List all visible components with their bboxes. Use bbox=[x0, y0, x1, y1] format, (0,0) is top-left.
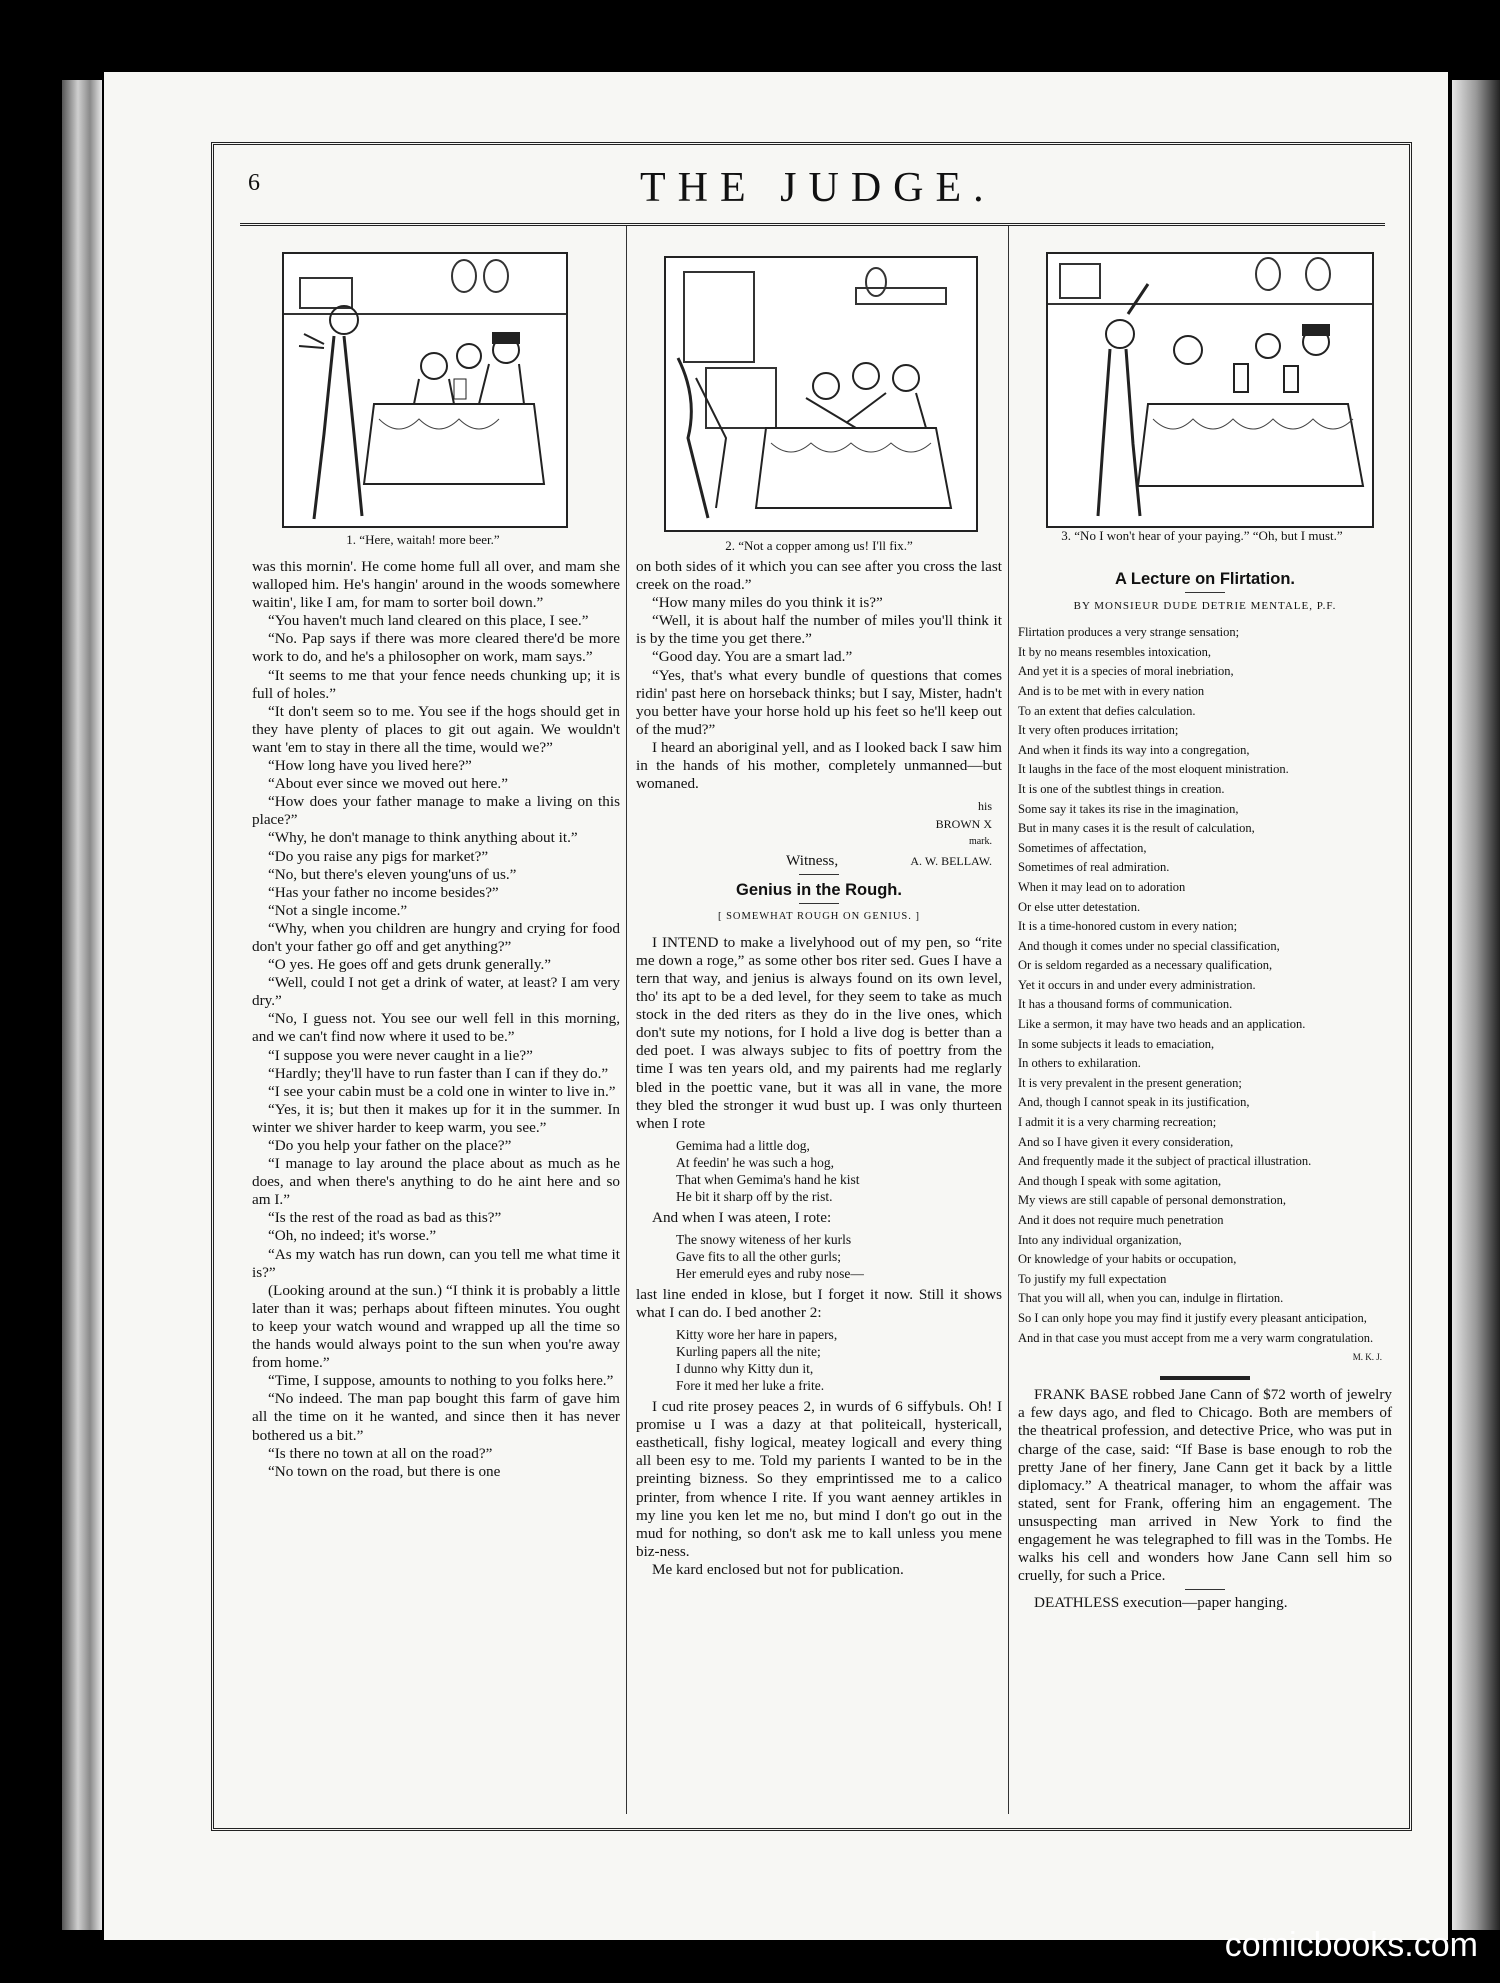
dialogue-paragraph: on both sides of it which you can see after you cross the last creek on the road.” bbox=[636, 558, 1002, 594]
verse-kitty bbox=[676, 1326, 1002, 1394]
genius-subtitle: [ SOMEWHAT ROUGH ON GENIUS. ] bbox=[717, 910, 921, 922]
cartoon-1-illustration bbox=[284, 254, 566, 526]
dialogue-paragraph: “Time, I suppose, amounts to nothing to you folks here.” bbox=[268, 1372, 614, 1390]
column-3-text bbox=[1018, 570, 1392, 1612]
verse-gemima bbox=[676, 1137, 1002, 1205]
dialogue-paragraph: “Why, when you children are hungry and crying for food don't your father go off and get anything?” bbox=[252, 919, 620, 955]
dialogue-paragraph: “I see your cabin must be a cold one in winter to live in.” bbox=[268, 1082, 616, 1100]
lecture-line: I admit it is a very charming recreation; bbox=[1018, 1115, 1217, 1130]
lecture-line: But in many cases it is the result of calculation, bbox=[1018, 821, 1255, 836]
verse-line: He bit it sharp off by the rist. bbox=[676, 1188, 833, 1204]
lecture-line: Like a sermon, it may have two heads and an application. bbox=[1018, 1017, 1306, 1032]
witness-line bbox=[636, 852, 1002, 870]
dialogue-paragraph: “Good day. You are a smart lad.” bbox=[652, 648, 853, 666]
lecture-title: A Lecture on Flirtation. bbox=[1115, 570, 1295, 588]
dialogue-paragraph: I heard an aboriginal yell, and as I looked back I saw him in the hands of his mother, completely unmanned—but womaned. bbox=[636, 738, 1002, 793]
thick-rule bbox=[1160, 1376, 1250, 1380]
lecture-title-rule bbox=[1185, 592, 1225, 593]
lecture-line: Or is seldom regarded as a necessary qualification, bbox=[1018, 958, 1273, 973]
lecture-line: And though it comes under no special classification, bbox=[1018, 938, 1280, 953]
column-divider-1 bbox=[626, 226, 627, 1814]
dialogue-paragraph: “I manage to lay around the place about as much as he does, and when there's anything to do he aint here and so am I.” bbox=[252, 1155, 620, 1209]
verse-line: The snowy witeness of her kurls bbox=[676, 1231, 852, 1247]
dialogue-paragraph: “Well, it is about half the number of miles you'll think it is by the time you get there.” bbox=[636, 612, 1002, 648]
lecture-line: It is one of the subtlest things in creation. bbox=[1018, 781, 1225, 796]
verse-line: Kurling papers all the nite; bbox=[676, 1344, 821, 1360]
column-divider-2 bbox=[1008, 226, 1009, 1814]
lecture-line: To justify my full expectation bbox=[1018, 1271, 1167, 1286]
lecture-line: My views are still capable of personal demonstration, bbox=[1018, 1193, 1286, 1208]
lecture-line: So I can only hope you may find it justify every pleasant anticipation, bbox=[1018, 1310, 1367, 1325]
verse-kurls bbox=[676, 1231, 1002, 1282]
dialogue-paragraph: “Yes, it is; but then it makes up for it in the summer. In winter we shiver harder to keep warm, you see.” bbox=[252, 1100, 620, 1136]
verse-line: Her emeruld eyes and ruby nose— bbox=[676, 1265, 864, 1281]
column-1-text bbox=[252, 558, 620, 1481]
lecture-line: And, though I cannot speak in its justification, bbox=[1018, 1095, 1250, 1110]
dialogue-paragraph: “Why, he don't manage to think anything about it.” bbox=[268, 829, 578, 847]
lecture-line: It is a time-honored custom in every nation; bbox=[1018, 919, 1238, 934]
lecture-line: And yet it is a species of moral inebriation, bbox=[1018, 664, 1234, 679]
dialogue-paragraph: “It don't seem so to me. You see if the hogs should get in they have plenty of places to git out again. We wouldn't want 'em to stay in there all the time, would we?” bbox=[252, 702, 620, 756]
lecture-line: Sometimes of real admiration. bbox=[1018, 860, 1170, 875]
lecture-line: And when it finds its way into a congregation, bbox=[1018, 742, 1250, 757]
dialogue-paragraph: “No town on the road, but there is one bbox=[268, 1462, 501, 1480]
lecture-line: Some say it takes its rise in the imagination, bbox=[1018, 801, 1239, 816]
lecture-line: And is to be met with in every nation bbox=[1018, 683, 1205, 698]
cartoon-panel-1 bbox=[282, 252, 568, 528]
lecture-line: It by no means resembles intoxication, bbox=[1018, 644, 1212, 659]
dialogue-paragraph: “No. Pap says if there was more cleared there'd be more work to do, and he's a philosopher on work, mam says.” bbox=[252, 630, 620, 666]
lecture-line: It very often produces irritation; bbox=[1018, 723, 1179, 738]
dialogue-paragraph: “It seems to me that your fence needs chunking up; it is full of holes.” bbox=[252, 666, 620, 702]
lecture-line: And though I speak with some agitation, bbox=[1018, 1173, 1222, 1188]
title-rule bbox=[799, 903, 839, 904]
section-rule bbox=[799, 874, 839, 875]
genius-paragraph-1: I INTEND to make a livelyhood out of my pen, so “rite me down a roge,” as some other bos riter sed. Gues I have a tern that way, and jenius is always found on its own level, tho' its apt to be a ded level, for they seem to take as much stock in the ded riters as they do in the live ones, which don't sute my notions, for I hold a live dog is better than a ded poet. I was always subjec to fits of poettry from the time I was ten years old, and my pairents had me reglarly bled in the poettic vane, but it was all in vane, the more they bled the stronger it wud bust up. I was only thurteen when I rote bbox=[636, 933, 1002, 1132]
lecture-line: Or knowledge of your habits or occupation, bbox=[1018, 1252, 1237, 1267]
cartoon-caption-3: 3. “No I won't hear of your paying.” “Oh, but I must.” bbox=[1061, 528, 1343, 543]
lecture-line: It laughs in the face of the most eloquent ministration. bbox=[1018, 762, 1289, 777]
dialogue-paragraph: “Hardly; they'll have to run faster than I can if they do.” bbox=[268, 1064, 609, 1082]
dialogue-paragraph: (Looking around at the sun.) “I think it is probably a little later than it was; perhaps about fifteen minutes. You ought to keep your watch wound and wrapped up all the time so the hands would always point to the sun when you're away from home.” bbox=[252, 1281, 620, 1372]
cartoon-caption-2: 2. “Not a copper among us! I'll fix.” bbox=[725, 538, 913, 553]
genius-closing: Me kard enclosed but not for publication. bbox=[652, 1560, 904, 1578]
dialogue-paragraph: “Has your father no income besides?” bbox=[268, 883, 499, 901]
dialogue-paragraph: “How does your father manage to make a living on this place?” bbox=[252, 793, 620, 829]
cartoon-3-illustration bbox=[1048, 254, 1372, 526]
dialogue-paragraph: “Oh, no indeed; it's worse.” bbox=[268, 1227, 437, 1245]
lecture-line: And in that case you must accept from me a very warm congratulation. bbox=[1018, 1330, 1374, 1345]
dialogue-paragraph: “I suppose you were never caught in a lie?” bbox=[268, 1046, 533, 1064]
dialogue-paragraph: “Not a single income.” bbox=[268, 901, 408, 919]
lecture-byline: BY MONSIEUR DUDE DETRIE MENTALE, P.F. bbox=[1073, 600, 1337, 613]
dialogue-paragraph: “Is there no town at all on the road?” bbox=[268, 1444, 493, 1462]
signature-mark: mark. bbox=[968, 836, 992, 848]
dialogue-paragraph: “How long have you lived here?” bbox=[268, 757, 472, 775]
verse-line: Gave fits to all the other gurls; bbox=[676, 1248, 841, 1264]
dialogue-paragraph: “Well, could I not get a drink of water, at least? I am very dry.” bbox=[252, 974, 620, 1010]
dialogue-paragraph: “Is the rest of the road as bad as this?” bbox=[268, 1209, 502, 1227]
genius-paragraph-2: I cud rite prosey peaces 2, in wurds of 6 siffybuls. Oh! I promise u I was a dazy at that politeicall, hystericall, eastheticall, fishy logical, meatey logicall and every thing all been esy to me. Told my parients I wanted to be in the preinting bizness. So they emprintissed me to a calico printer, from whence I rite. If you want aenney artikles in my line you ken let me no, but mind I don't go out in the mud for nothing, so don't ask me to kall unless you mene biz-ness. bbox=[636, 1398, 1002, 1560]
witness-label: Witness, bbox=[786, 851, 839, 869]
dialogue-paragraph: “As my watch has run down, can you tell me what time it is?” bbox=[252, 1245, 620, 1281]
lecture-line: Flirtation produces a very strange sensation; bbox=[1018, 625, 1240, 640]
lecture-line: And it does not require much penetration bbox=[1018, 1213, 1224, 1227]
dialogue-paragraph: was this mornin'. He come home full all over, and mam she walloped him. He's hangin' around in the woods somewhere waitin', like I am, for mam to sorter boil down.” bbox=[252, 558, 620, 612]
lecture-line: That you will all, when you can, indulge in flirtation. bbox=[1018, 1291, 1284, 1306]
verse-line: That when Gemima's hand he kist bbox=[676, 1171, 860, 1187]
lecture-line: Sometimes of affectation, bbox=[1018, 840, 1147, 855]
dialogue-paragraph: “Do you raise any pigs for market?” bbox=[268, 847, 489, 865]
lecture-line: Or else utter detestation. bbox=[1018, 899, 1141, 914]
dialogue-paragraph: “You haven't much land cleared on this place, I see.” bbox=[268, 612, 589, 630]
lecture-lines bbox=[1018, 623, 1392, 1348]
cartoon-2-illustration bbox=[666, 258, 976, 530]
next-page-edge bbox=[1452, 80, 1500, 1930]
book-spine bbox=[62, 80, 102, 1930]
signature-his: his bbox=[977, 799, 992, 814]
genius-between-1: And when I was ateen, I rote: bbox=[652, 1208, 832, 1226]
short-rule-bottom bbox=[1185, 1589, 1225, 1590]
lecture-line: Into any individual organization, bbox=[1018, 1232, 1182, 1247]
verse-line: Fore it med her luke a frite. bbox=[676, 1378, 825, 1394]
lecture-line: To an extent that defies calculation. bbox=[1018, 703, 1196, 718]
lecture-line: It has a thousand forms of communication. bbox=[1018, 997, 1233, 1012]
dialogue-paragraph: “No indeed. The man pap bought this farm of gave him all the time on it he wanted, and since then it has never bothered us a bit.” bbox=[252, 1390, 620, 1444]
lecture-line: And frequently made it the subject of practical illustration. bbox=[1018, 1154, 1312, 1169]
lecture-initials: M. K. J. bbox=[1352, 1352, 1382, 1363]
witness-name: A. W. BELLAW. bbox=[910, 853, 992, 868]
cartoon-panel-3 bbox=[1046, 252, 1374, 528]
lecture-line: In some subjects it leads to emaciation, bbox=[1018, 1036, 1215, 1051]
dialogue-paragraph: “About ever since we moved out here.” bbox=[268, 775, 508, 793]
dialogue-paragraph: “No, I guess not. You see our well fell in this morning, and we can't find now where it used to be.” bbox=[252, 1010, 620, 1046]
lecture-line: And so I have given it every consideration, bbox=[1018, 1134, 1234, 1149]
verse-line: I dunno why Kitty dun it, bbox=[676, 1361, 814, 1377]
genius-title: Genius in the Rough. bbox=[736, 880, 902, 899]
lecture-line: It is very prevalent in the present generation; bbox=[1018, 1075, 1242, 1090]
header-rule bbox=[240, 223, 1385, 226]
cartoon-panel-2 bbox=[664, 256, 978, 532]
verse-line: Kitty wore her hare in papers, bbox=[676, 1327, 838, 1343]
interview-ending bbox=[636, 558, 1002, 793]
dialogue-paragraph: “O yes. He goes off and gets drunk generally.” bbox=[268, 956, 551, 974]
column-2-text bbox=[636, 558, 1002, 1579]
page-number: 6 bbox=[248, 170, 260, 196]
dialogue-paragraph: “How many miles do you think it is?” bbox=[652, 594, 883, 612]
watermark-text: comicbooks.com bbox=[1224, 1926, 1478, 1964]
signature-name: BROWN X bbox=[935, 817, 992, 832]
frank-base-paragraph: FRANK BASE robbed Jane Cann of $72 worth of jewelry a few days ago, and fled to Chicago. Both are members of the theatrical profession, and detective Price, who was put in charge of the case, said: “If Base is base enough to rob the pretty Jane of her finery, Jane Cann get it back by a little diplomacy.” A theatrical manager, to whom the affair was stated, sent for Frank, offering him an engagement. The unsuspecting man arrived in New York to find the engagement he was telegraphed to fill was in the Tombs. He walks his cell and wonders how Jane Cann sell him so cruelly, for such a Price. bbox=[1018, 1386, 1392, 1585]
verse-line: Gemima had a little dog, bbox=[676, 1137, 810, 1153]
dialogue-paragraph: “Yes, that's what every bundle of questions that comes ridin' past here on horseback thinks; but I say, Mister, hadn't you better have your horse hold up his feet so he'll keep out of the mud?” bbox=[636, 666, 1002, 738]
genius-between-2: last line ended in klose, but I forget it now. Still it shows what I can do. I bed another 2: bbox=[636, 1285, 1002, 1321]
masthead-title: THE JUDGE. bbox=[640, 165, 996, 211]
cartoon-caption-1: 1. “Here, waitah! more beer.” bbox=[346, 532, 500, 547]
dialogue-paragraph: “Do you help your father on the place?” bbox=[268, 1137, 512, 1154]
verse-line: At feedin' he was such a hog, bbox=[676, 1154, 835, 1170]
lecture-line: Yet it occurs in and under every administration. bbox=[1018, 977, 1256, 992]
lecture-line: When it may lead on to adoration bbox=[1018, 879, 1186, 894]
deathless-line: DEATHLESS execution—paper hanging. bbox=[1034, 1594, 1288, 1612]
dialogue-paragraph: “No, but there's eleven young'uns of us.” bbox=[268, 865, 517, 883]
lecture-line: In others to exhilaration. bbox=[1018, 1056, 1141, 1071]
